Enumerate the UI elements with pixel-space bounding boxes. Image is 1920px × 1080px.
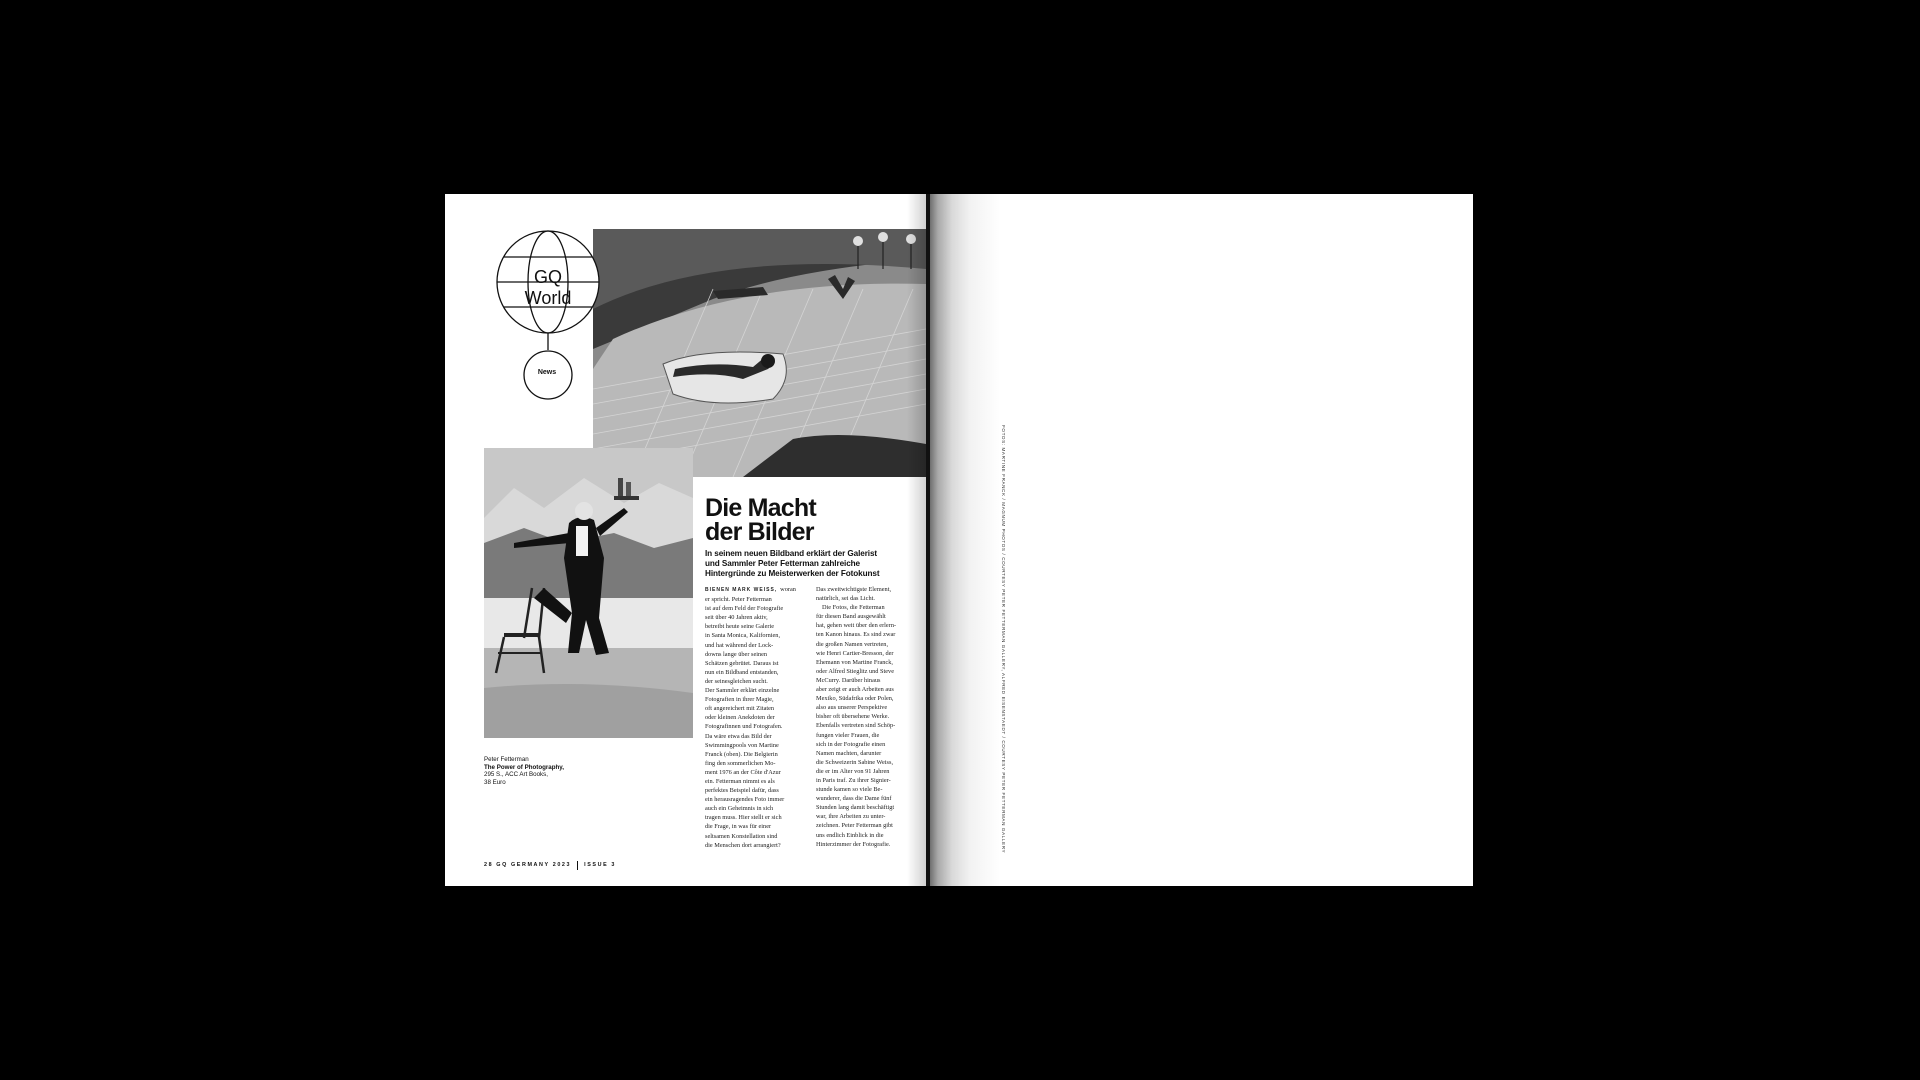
caption-price: 38 Euro (484, 778, 506, 786)
column-line: hat, gehen weit über den erlern- (816, 622, 897, 630)
column-line: die Frage, in was für einer (705, 823, 772, 831)
column-line: McCurry. Darüber hinaus (816, 676, 881, 684)
column-line: Swimmingpools von Martine (705, 741, 779, 749)
column-line: oder kleinen Anekdoten der (705, 714, 775, 722)
column-line: uns endlich Einblick in die (816, 831, 884, 839)
column-line: ist auf dem Feld der Fotografie (705, 605, 784, 613)
column-text: woran (780, 586, 796, 593)
deck-line: und Sammler Peter Fetterman zahlreiche (705, 559, 861, 568)
footer-folio: 28 GQ GERMANY 2023 (484, 862, 572, 868)
column-line: wie Henri Cartier-Bresson, der (816, 649, 894, 657)
byline: BIENEN MARK WEISS, (705, 587, 778, 593)
logo-title (484, 267, 612, 309)
column-line: in Santa Monica, Kalifornien, (705, 632, 781, 640)
logo-line-world: World (524, 288, 572, 308)
column-line: Die Fotos, die Fetterman (822, 604, 885, 612)
column-line: zeichnen. Peter Fetterman gibt (816, 822, 893, 830)
column-line: ten Kanon hinaus. Es sind zwar (816, 631, 896, 639)
column-line (705, 585, 809, 595)
footer-separator (577, 861, 578, 870)
column-line: war, ihre Arbeiten zu unter- (816, 813, 886, 821)
column-line: fing den sommerlichen Mo- (705, 759, 776, 767)
column-line: Mexiko, Südafrika oder Polen, (816, 695, 894, 703)
page-footer (484, 860, 616, 870)
headline-line: Die Macht (705, 494, 816, 522)
column-line: nun ein Bildband entstanden, (705, 668, 779, 676)
column-line: fungen vieler Frauen, die (816, 731, 880, 739)
column-line: seit über 40 Jahren aktiv, (705, 614, 768, 622)
logo-line-gq: GQ (533, 267, 562, 287)
column-line: in Paris traf. Zu ihrer Signier- (816, 776, 891, 784)
column-line: die Menschen dort arrangiert? (705, 841, 781, 849)
column-line: die er im Alter von 91 Jahren (816, 767, 890, 775)
column-line: stunde kamen so viele Be- (816, 786, 883, 794)
column-line: perfektes Beispiel dafür, dass (705, 787, 779, 795)
column-line: die Schweizerin Sabine Weiss, (816, 758, 894, 766)
deck-line: Hintergründe zu Meisterwerken der Fotokunst (705, 569, 880, 578)
column-line: wunderer, dass die Dame fünf (816, 795, 892, 803)
photo-caption (484, 756, 604, 786)
column-line: natürlich, sei das Licht. (816, 595, 875, 603)
caption-publisher: 295 S., ACC Art Books, (484, 771, 548, 778)
column-line: downs lange über seinen (705, 650, 768, 658)
column-line: Das zweitwichtigste Element, (816, 586, 892, 593)
column-line: Hinterzimmer der Fotografie. (816, 840, 891, 848)
column-line: Der Sammler erklärt einzelne (705, 687, 780, 695)
column-line: Ehemann von Martine Franck, (816, 658, 893, 666)
column-line: ein herausragendes Foto immer (705, 796, 785, 804)
pool-photo (593, 229, 926, 477)
right-page (930, 194, 1473, 886)
article-column-1 (705, 585, 809, 850)
column-line: oder Alfred Stieglitz und Steve (816, 667, 894, 675)
column-line: Fotografinnen und Fotografen. (705, 723, 783, 731)
column-line: Da wäre etwa das Bild der (705, 732, 772, 740)
section-label: News (537, 369, 557, 376)
article-deck (705, 549, 925, 579)
column-line: Stunden lang damit beschäftigt (816, 804, 895, 812)
column-line: ein. Fetterman nimmt es als (705, 777, 775, 785)
gq-world-logo (484, 230, 616, 400)
column-line: Namen machten, darunter (816, 749, 882, 757)
column-line: ment 1976 an der Côte d'Azur (705, 768, 781, 776)
column-line: der seinesgleichen sucht. (705, 677, 768, 685)
footer-issue: ISSUE 3 (584, 862, 616, 868)
column-line: bisher oft übersehene Werke. (816, 713, 890, 721)
column-line: Schätzen gebrütet. Daraus ist (705, 659, 779, 667)
left-page (445, 194, 926, 886)
caption-title: The Power of Photography, (484, 763, 564, 771)
column-line: Fotografien in ihrer Magie, (705, 696, 774, 704)
photo-credit: FOTOS: MARTINE FRANCK / MAGNUM PHOTOS / COURTESY PETER FETTERMAN GALLERY, ALFRED EISENSTAEDT / COURTESY PETER FETTERMAN GALLERY (1001, 425, 1006, 854)
column-line: auch ein Geheimnis in sich (705, 805, 774, 813)
caption-author: Peter Fetterman (484, 756, 529, 763)
column-line: tragen muss. Hier stellt er sich (705, 814, 782, 822)
column-line: seltsamen Konstellation sind (705, 832, 778, 840)
article-column-2 (816, 585, 922, 849)
article-headline (705, 496, 925, 544)
column-line: also aus unserer Perspektive (816, 704, 888, 712)
column-line: betreibt heute seine Galerie (705, 623, 775, 631)
deck-line: In seinem neuen Bildband erklärt der Galerist (705, 549, 878, 558)
column-line: Ebenfalls vertreten sind Schöp- (816, 722, 896, 730)
column-line: sich in der Fotografie einen (816, 740, 886, 748)
column-line: oft angereichert mit Zitaten (705, 705, 775, 713)
headline-line: der Bilder (705, 518, 814, 546)
column-line: die großen Namen vertreten, (816, 640, 889, 648)
column-line: und hat während der Lock- (705, 641, 774, 649)
column-line: er spricht. Peter Fetterman (705, 596, 772, 604)
waiter-on-ice-photo (484, 448, 693, 738)
column-line: aber zeigt er auch Arbeiten aus (816, 686, 894, 694)
column-line: Franck (oben). Die Belgierin (705, 750, 778, 758)
column-line: für diesen Band ausgewählt (816, 613, 886, 621)
